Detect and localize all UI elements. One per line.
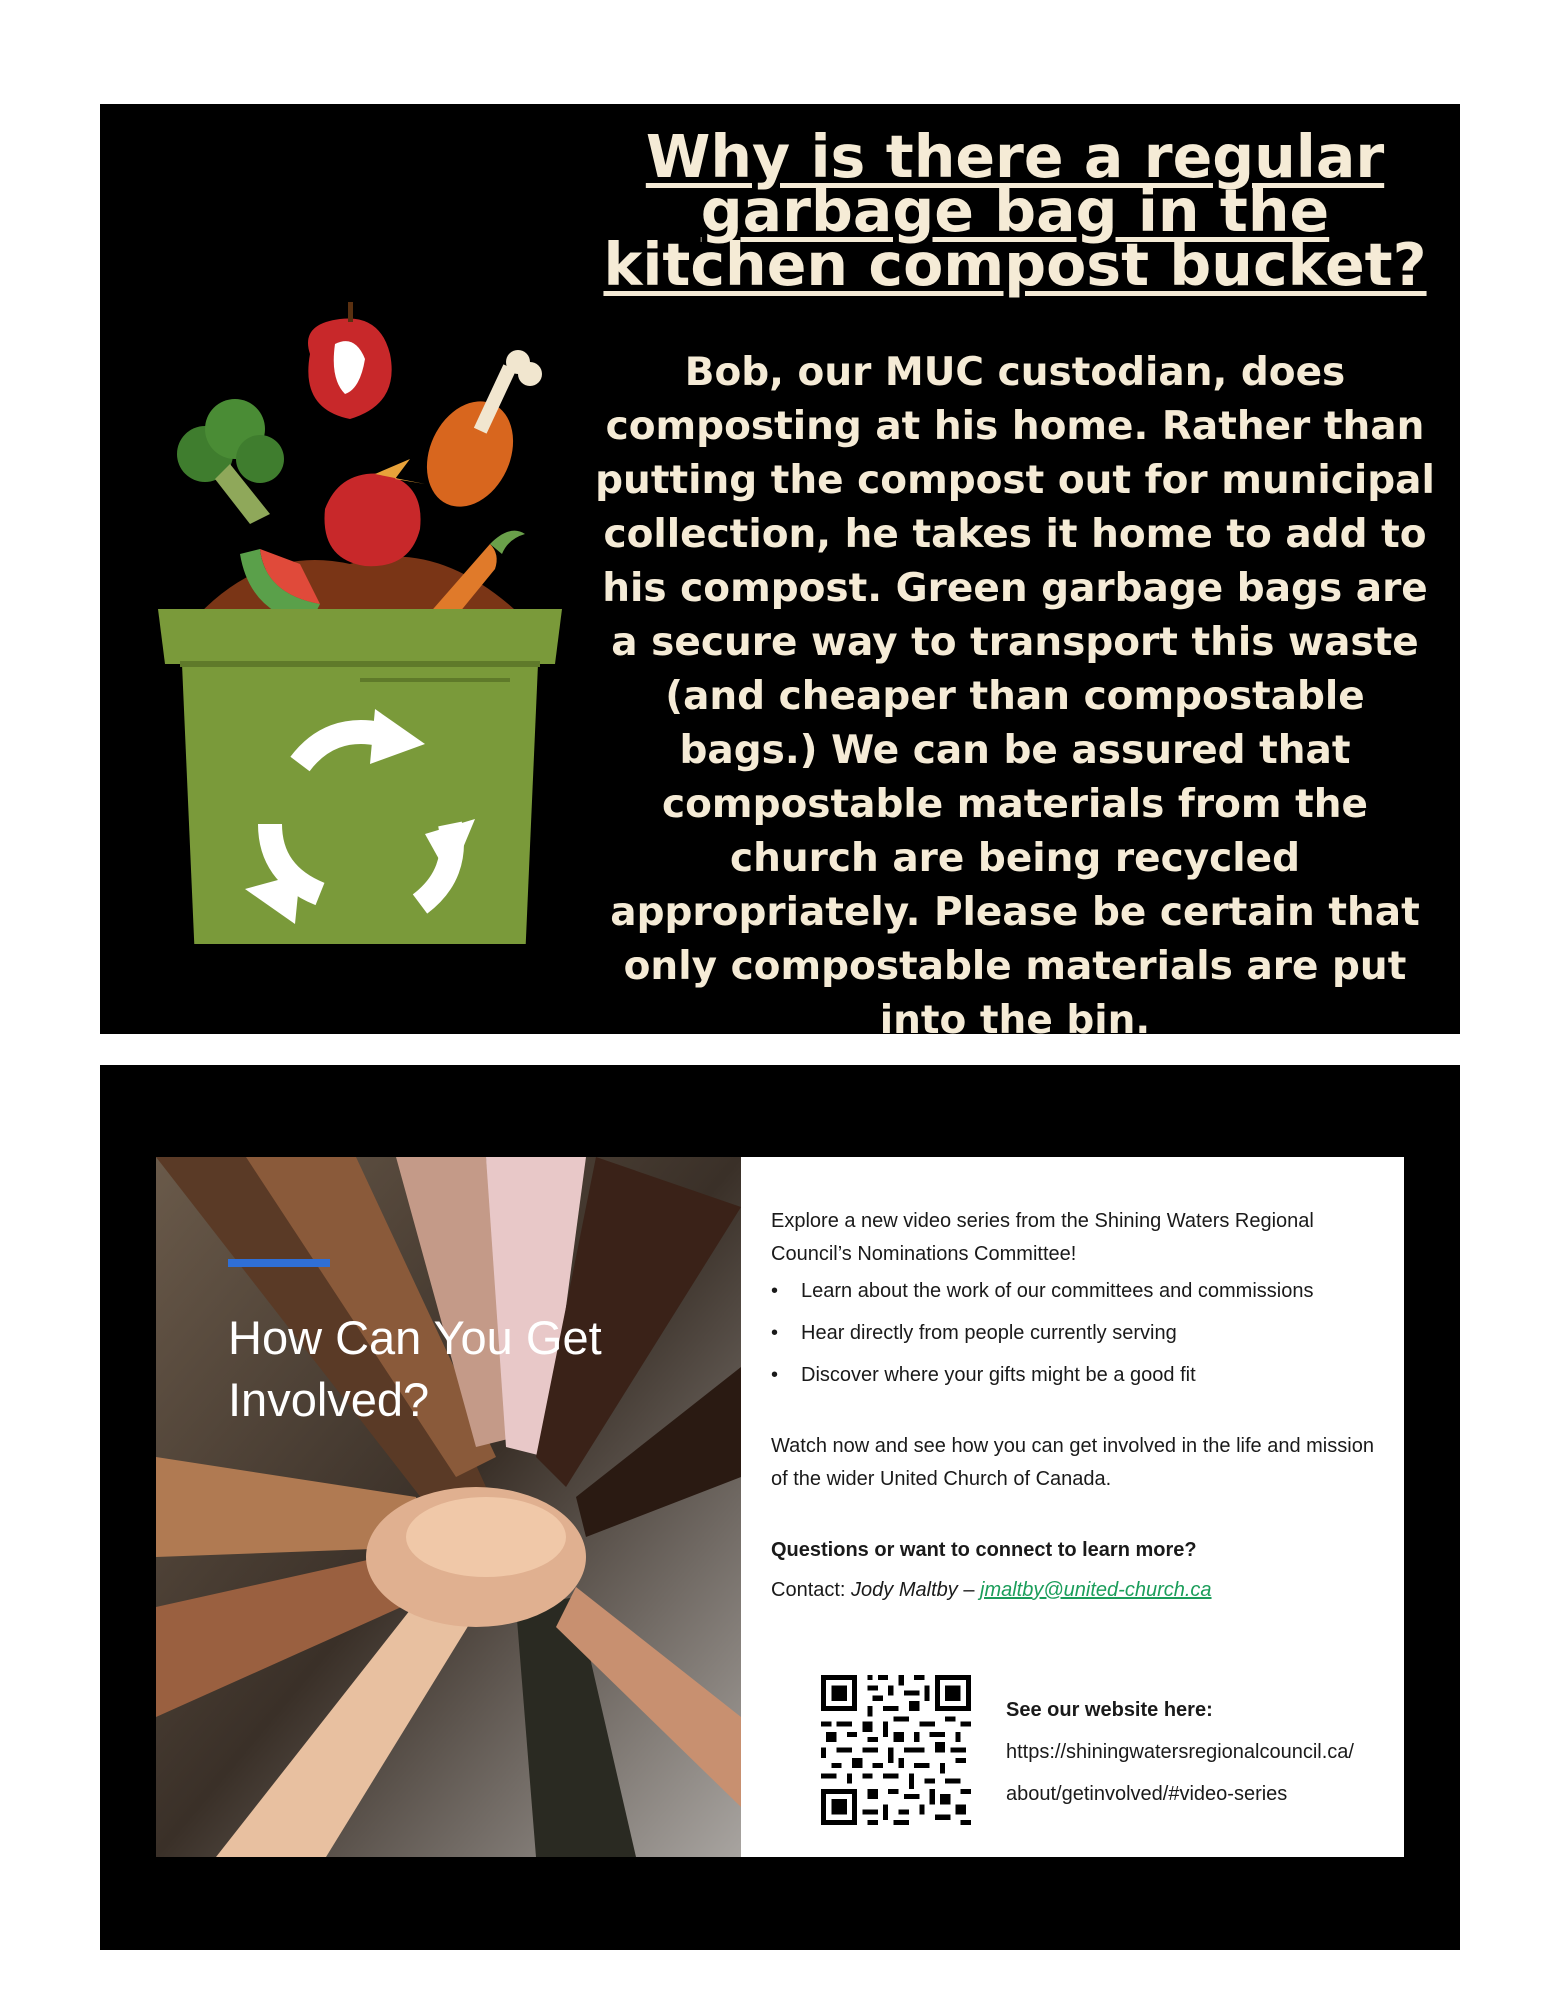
broccoli-icon — [177, 399, 284, 524]
contact-label: Contact: — [771, 1579, 852, 1601]
flyer-question: Questions or want to connect to learn more? — [771, 1539, 1197, 1561]
website-label: See our website here: — [1006, 1699, 1213, 1721]
list-item: • Learn about the work of our committees and commissions — [771, 1275, 1381, 1308]
website-url-link[interactable]: https://shiningwatersregionalcouncil.ca/ about/getinvolved/#video-series — [1006, 1741, 1354, 1805]
compost-notice-body: Bob, our MUC custodian, does composting at his home. Rather than putting the compost out for municipal collection, he takes it home to add to his compost. Green garbage bags are a secure way to transport this waste (and cheaper than compostable bags.) We can be assured that compostable materials from the church are being recycled appropriately. Please be certain that only compostable materials are put into the bin. — [595, 350, 1435, 1043]
chicken-leg-icon — [411, 350, 542, 521]
stacked-hands-photo — [156, 1157, 741, 1857]
compost-notice-title: Why is there a regular garbage bag in the kitchen compost bucket? — [603, 123, 1427, 299]
contact-name: Jody Maltby — [851, 1579, 958, 1601]
qr-code-icon[interactable] — [821, 1675, 971, 1825]
compost-notice-panel — [100, 104, 1460, 1043]
flyer-heading: How Can You Get Involved? — [228, 1311, 602, 1426]
list-item: • Discover where your gifts might be a good fit — [771, 1359, 1381, 1392]
flyer-bullet-list — [771, 1275, 1381, 1392]
compost-notice-text — [590, 123, 1440, 1156]
list-item: • Hear directly from people currently serving — [771, 1317, 1381, 1350]
involvement-flyer-panel — [100, 1065, 1460, 1950]
tomato-icon — [325, 459, 426, 566]
accent-bar — [228, 1259, 330, 1267]
apple-core-icon — [308, 302, 392, 419]
flyer-watch-text: Watch now and see how you can get involved in the life and mission of the wider United Church of Canada. — [771, 1435, 1374, 1490]
involvement-flyer — [156, 1157, 1404, 1857]
contact-email-link[interactable]: jmaltby@united-church.ca — [980, 1579, 1212, 1601]
website-block — [1006, 1689, 1406, 1815]
flyer-info — [771, 1205, 1381, 1607]
contact-separator: – — [957, 1579, 981, 1601]
compost-bin-icon — [150, 204, 570, 944]
flyer-contact — [771, 1574, 1381, 1607]
flyer-intro: Explore a new video series from the Shining Waters Regional Council’s Nominations Committee! — [771, 1210, 1314, 1265]
